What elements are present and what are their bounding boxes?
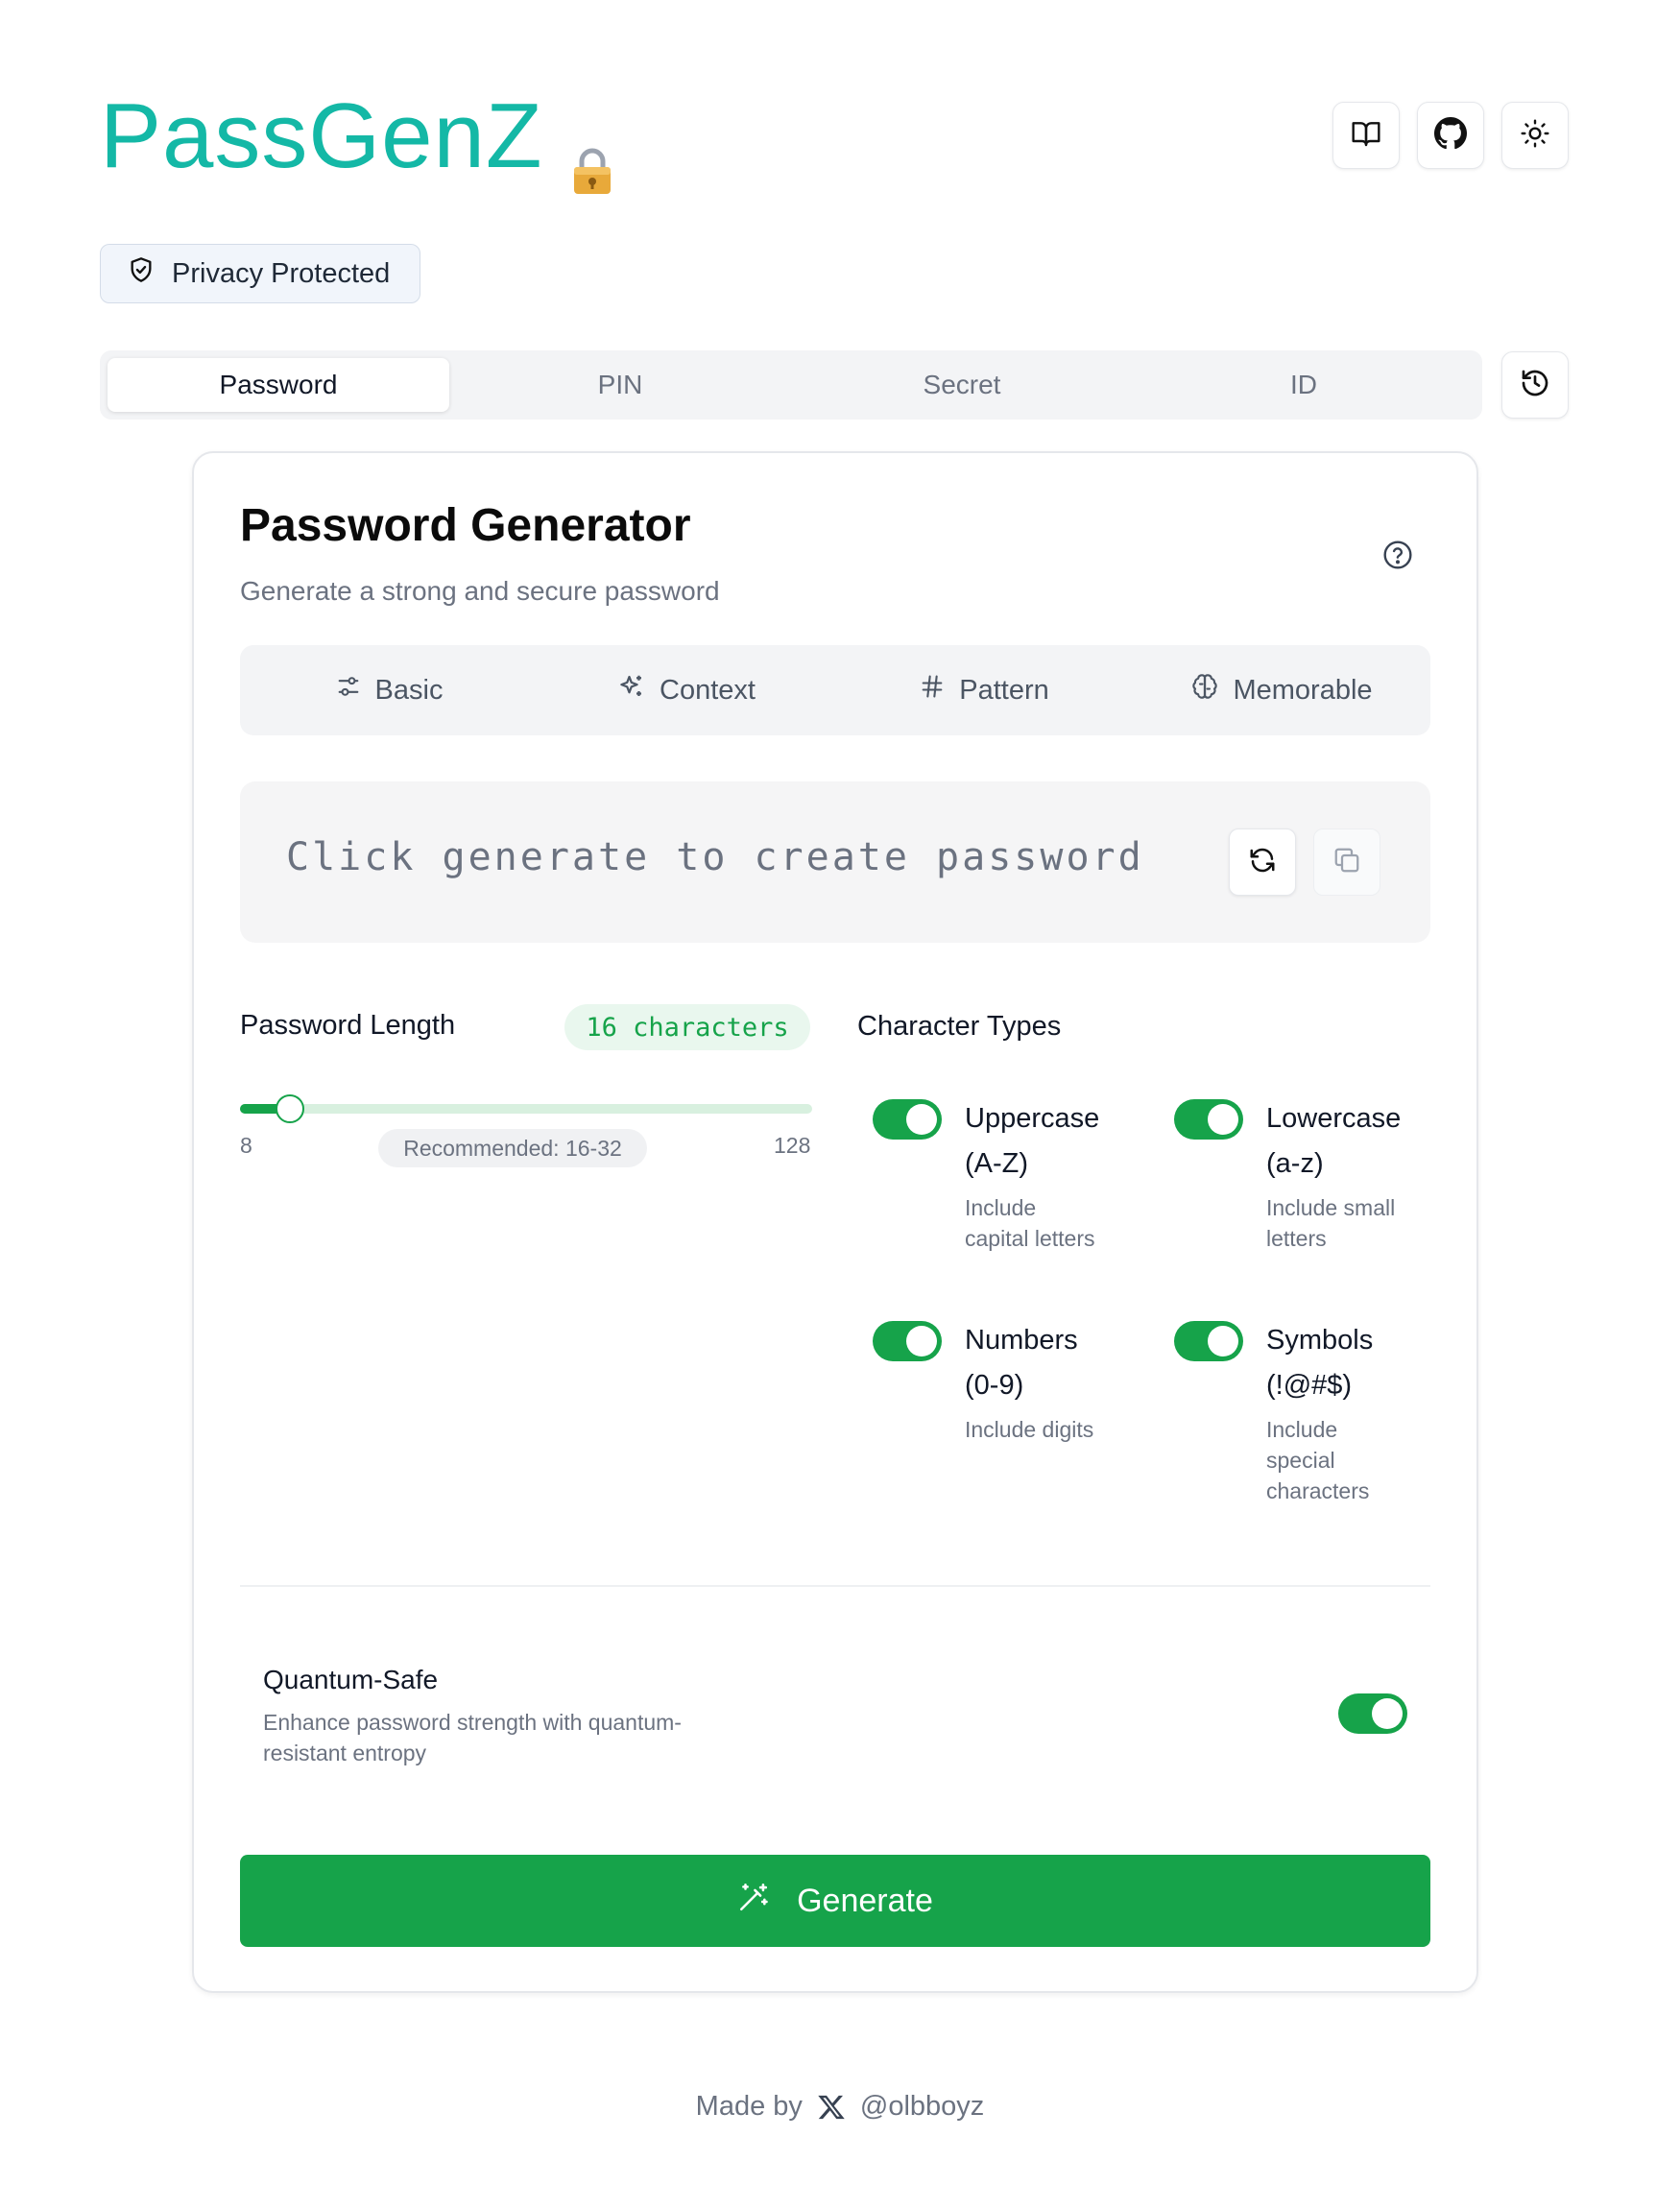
- copy-icon: [1332, 846, 1361, 879]
- symbols-desc-3: characters: [1266, 1478, 1370, 1503]
- length-max-label: 128: [774, 1133, 811, 1158]
- refresh-icon: [1248, 846, 1277, 879]
- card-subtitle: Generate a strong and secure password: [240, 576, 720, 606]
- numbers-desc-1: Include digits: [965, 1417, 1094, 1442]
- footer: [0, 2091, 1680, 2123]
- symbols-range: (!@#$): [1266, 1370, 1353, 1401]
- app-logo: [100, 79, 614, 223]
- quantum-option: [263, 1661, 682, 1768]
- symbols-desc-1: Include: [1266, 1417, 1338, 1442]
- sun-icon: [1520, 118, 1550, 154]
- numbers-title: Numbers: [965, 1325, 1078, 1356]
- mode-selector: [240, 645, 1430, 735]
- sparkles-icon: [617, 672, 646, 708]
- sliders-icon: [335, 673, 362, 708]
- help-icon[interactable]: [1382, 540, 1413, 575]
- generate-label: Generate: [797, 1882, 933, 1919]
- length-slider-thumb[interactable]: [276, 1094, 304, 1123]
- shield-check-icon: [128, 255, 155, 292]
- length-value-pill: 16 characters: [564, 1004, 810, 1050]
- github-button[interactable]: [1417, 102, 1484, 169]
- uppercase-desc-1: Include: [965, 1195, 1037, 1220]
- lowercase-toggle[interactable]: [1174, 1099, 1243, 1140]
- brain-icon: [1190, 672, 1219, 708]
- symbols-desc-2: special: [1266, 1448, 1335, 1473]
- x-logo-icon[interactable]: [816, 2093, 847, 2122]
- uppercase-title: Uppercase: [965, 1103, 1100, 1134]
- mode-pattern-label: Pattern: [959, 674, 1049, 706]
- length-recommended: Recommended: 16-32: [378, 1129, 647, 1167]
- lowercase-desc-2: letters: [1266, 1226, 1327, 1251]
- symbols-title: Symbols: [1266, 1325, 1374, 1356]
- mode-memorable-label: Memorable: [1233, 674, 1373, 706]
- privacy-badge-label: Privacy Protected: [172, 257, 391, 289]
- generate-button[interactable]: [240, 1855, 1430, 1947]
- length-min-label: 8: [240, 1133, 252, 1158]
- uppercase-range: (A-Z): [965, 1148, 1029, 1179]
- quantum-toggle[interactable]: [1338, 1693, 1407, 1734]
- app-title: PassGenZ: [100, 84, 543, 187]
- symbols-toggle[interactable]: [1174, 1321, 1243, 1361]
- tab-id[interactable]: ID: [1290, 370, 1317, 399]
- lock-icon: [570, 108, 614, 223]
- section-divider: [240, 1585, 1430, 1587]
- password-output: [240, 781, 1430, 943]
- book-icon: [1351, 118, 1381, 154]
- mode-context-label: Context: [660, 674, 756, 706]
- lowercase-option: [1266, 1096, 1401, 1254]
- mode-pattern[interactable]: [835, 673, 1133, 708]
- lowercase-range: (a-z): [1266, 1148, 1324, 1179]
- github-icon: [1434, 117, 1467, 155]
- tab-password[interactable]: Password: [108, 358, 449, 412]
- numbers-range: (0-9): [965, 1370, 1024, 1401]
- uppercase-option: [965, 1096, 1099, 1254]
- uppercase-toggle[interactable]: [873, 1099, 942, 1140]
- quantum-desc-2: resistant entropy: [263, 1741, 427, 1765]
- uppercase-desc-2: capital letters: [965, 1226, 1095, 1251]
- quantum-title: Quantum-Safe: [263, 1665, 439, 1694]
- quantum-desc-1: Enhance password strength with quantum-: [263, 1710, 682, 1735]
- regenerate-button[interactable]: [1229, 828, 1296, 896]
- lowercase-desc-1: Include small: [1266, 1195, 1396, 1220]
- password-placeholder: Click generate to create password: [286, 835, 1144, 879]
- mode-memorable[interactable]: [1133, 672, 1430, 708]
- mode-basic-label: Basic: [374, 674, 444, 706]
- copy-button[interactable]: [1313, 828, 1380, 896]
- mode-context[interactable]: [538, 672, 835, 708]
- lowercase-title: Lowercase: [1266, 1103, 1402, 1134]
- docs-button[interactable]: [1332, 102, 1400, 169]
- length-slider-track[interactable]: [240, 1104, 812, 1114]
- tab-pin[interactable]: PIN: [597, 370, 643, 399]
- history-button[interactable]: [1501, 351, 1569, 419]
- theme-toggle-button[interactable]: [1501, 102, 1569, 169]
- hash-icon: [919, 673, 946, 708]
- footer-prefix: Made by: [695, 2091, 803, 2122]
- history-icon: [1520, 368, 1550, 403]
- length-label: Password Length: [240, 1010, 456, 1041]
- privacy-badge: [100, 244, 420, 303]
- card-title: Password Generator: [240, 500, 691, 551]
- generator-tabs: [100, 350, 1482, 420]
- numbers-option: [965, 1318, 1093, 1445]
- symbols-option: [1266, 1318, 1373, 1506]
- char-types-title: Character Types: [857, 1011, 1062, 1042]
- footer-handle[interactable]: @olbboyz: [859, 2091, 985, 2122]
- numbers-toggle[interactable]: [873, 1321, 942, 1361]
- magic-wand-icon: [737, 1881, 770, 1922]
- tab-secret[interactable]: Secret: [923, 370, 1001, 399]
- mode-basic[interactable]: [240, 673, 538, 708]
